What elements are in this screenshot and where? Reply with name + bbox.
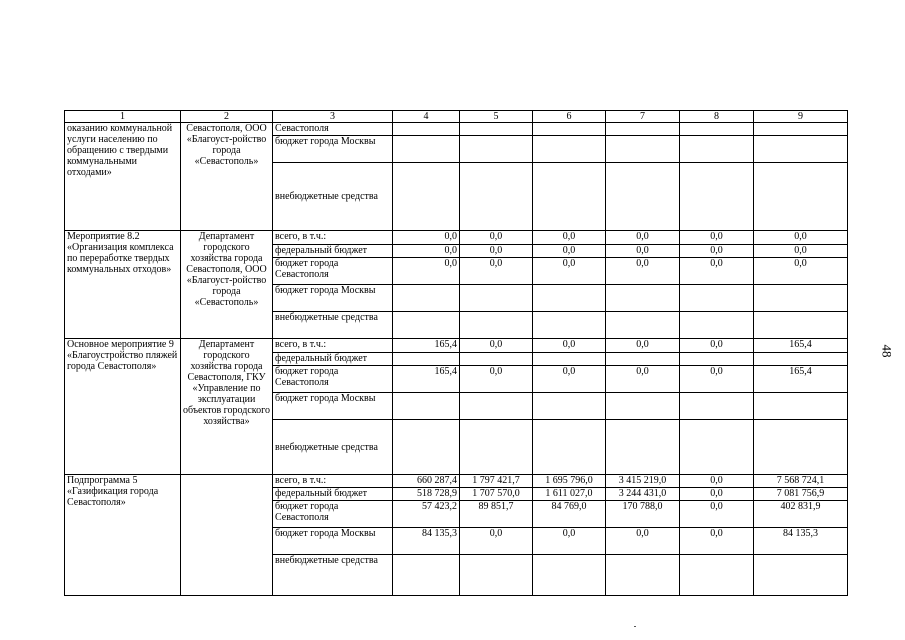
value-cell: 0,0 <box>393 231 460 245</box>
table-row <box>65 231 848 245</box>
value-cell <box>460 312 533 339</box>
value-cell: 518 728,9 <box>393 488 460 501</box>
value-cell <box>754 285 848 312</box>
executor-cell: Департамент городского хозяйства города Севастополя, ГКУ «Управление по эксплуатации объектов городского хозяйства» <box>181 339 273 475</box>
value-cell: 0,0 <box>680 258 754 285</box>
value-cell <box>680 163 754 231</box>
value-cell: 1 695 796,0 <box>533 475 606 488</box>
source-label: бюджет города Москвы <box>273 136 393 163</box>
value-cell: 0,0 <box>460 366 533 393</box>
value-cell <box>606 312 680 339</box>
value-cell <box>680 123 754 136</box>
value-cell: 0,0 <box>606 258 680 285</box>
value-cell <box>393 285 460 312</box>
value-cell: 0,0 <box>606 245 680 258</box>
value-cell: 0,0 <box>680 475 754 488</box>
value-cell: 0,0 <box>754 231 848 245</box>
value-cell: 170 788,0 <box>606 501 680 528</box>
activity-name-cell: оказанию коммунальной услуги населению по обращению с твердыми коммунальными отходами» <box>65 123 181 231</box>
value-cell: 0,0 <box>680 488 754 501</box>
value-cell <box>680 420 754 475</box>
value-cell: 3 415 219,0 <box>606 475 680 488</box>
value-cell <box>754 123 848 136</box>
value-cell: 0,0 <box>754 258 848 285</box>
header-cell: 1 <box>65 111 181 123</box>
value-cell <box>533 555 606 596</box>
value-cell <box>680 136 754 163</box>
value-cell: 0,0 <box>533 258 606 285</box>
value-cell: 0,0 <box>680 528 754 555</box>
value-cell: 0,0 <box>393 258 460 285</box>
value-cell: 165,4 <box>754 366 848 393</box>
header-cell: 4 <box>393 111 460 123</box>
table-row <box>65 475 848 488</box>
value-cell: 7 568 724,1 <box>754 475 848 488</box>
value-cell <box>460 136 533 163</box>
value-cell <box>680 353 754 366</box>
value-cell: 0,0 <box>680 501 754 528</box>
activity-name-cell: Подпрограмма 5 «Газификация города Севастополя» <box>65 475 181 596</box>
value-cell: 0,0 <box>533 339 606 353</box>
value-cell: 165,4 <box>754 339 848 353</box>
value-cell: 0,0 <box>680 245 754 258</box>
value-cell <box>606 136 680 163</box>
value-cell: 660 287,4 <box>393 475 460 488</box>
value-cell <box>606 555 680 596</box>
value-cell <box>606 163 680 231</box>
executor-cell <box>181 475 273 596</box>
table-row <box>65 339 848 353</box>
value-cell <box>606 353 680 366</box>
source-label: всего, в т.ч.: <box>273 231 393 245</box>
value-cell: 84 769,0 <box>533 501 606 528</box>
value-cell: 0,0 <box>754 245 848 258</box>
value-cell <box>680 555 754 596</box>
value-cell: 1 797 421,7 <box>460 475 533 488</box>
value-cell <box>460 555 533 596</box>
value-cell: 1 707 570,0 <box>460 488 533 501</box>
value-cell: 57 423,2 <box>393 501 460 528</box>
value-cell: 0,0 <box>533 245 606 258</box>
executor-cell: Севастополя, ООО «Благоуст-ройство города «Севастополь» <box>181 123 273 231</box>
source-label: федеральный бюджет <box>273 245 393 258</box>
value-cell: 0,0 <box>606 231 680 245</box>
value-cell <box>533 353 606 366</box>
value-cell: 0,0 <box>606 339 680 353</box>
header-cell: 8 <box>680 111 754 123</box>
activity-name-cell: Мероприятие 8.2 «Организация комплекса по переработке твердых коммунальных отходов» <box>65 231 181 339</box>
value-cell <box>533 123 606 136</box>
value-cell <box>460 123 533 136</box>
value-cell: 1 611 027,0 <box>533 488 606 501</box>
value-cell: 0,0 <box>606 528 680 555</box>
activity-name-cell: Основное мероприятие 9 «Благоустройство пляжей города Севастополя» <box>65 339 181 475</box>
value-cell: 0,0 <box>533 528 606 555</box>
header-cell: 9 <box>754 111 848 123</box>
source-label: всего, в т.ч.: <box>273 339 393 353</box>
header-cell: 6 <box>533 111 606 123</box>
value-cell <box>393 123 460 136</box>
value-cell <box>754 136 848 163</box>
value-cell <box>680 285 754 312</box>
value-cell: 0,0 <box>680 366 754 393</box>
value-cell: 0,0 <box>460 528 533 555</box>
value-cell: 0,0 <box>393 245 460 258</box>
source-label: внебюджетные средства <box>273 420 393 475</box>
header-cell: 3 <box>273 111 393 123</box>
source-label: внебюджетные средства <box>273 312 393 339</box>
value-cell <box>533 393 606 420</box>
value-cell <box>533 136 606 163</box>
source-label: бюджет города Севастополя <box>273 366 393 393</box>
value-cell <box>533 163 606 231</box>
value-cell <box>754 163 848 231</box>
page-number: 48 <box>879 344 895 358</box>
header-cell: 5 <box>460 111 533 123</box>
value-cell <box>460 393 533 420</box>
value-cell <box>393 420 460 475</box>
value-cell <box>393 136 460 163</box>
value-cell: 0,0 <box>460 245 533 258</box>
value-cell <box>606 420 680 475</box>
budget-table <box>64 110 848 596</box>
source-label: бюджет города Москвы <box>273 393 393 420</box>
value-cell: 0,0 <box>460 339 533 353</box>
source-label: Севастополя <box>273 123 393 136</box>
value-cell: 165,4 <box>393 366 460 393</box>
value-cell: 84 135,3 <box>393 528 460 555</box>
value-cell <box>533 285 606 312</box>
value-cell <box>460 163 533 231</box>
value-cell: 0,0 <box>460 231 533 245</box>
value-cell <box>533 420 606 475</box>
value-cell <box>754 420 848 475</box>
value-cell <box>606 285 680 312</box>
value-cell: 84 135,3 <box>754 528 848 555</box>
value-cell <box>754 353 848 366</box>
value-cell <box>754 393 848 420</box>
value-cell <box>680 393 754 420</box>
value-cell <box>606 393 680 420</box>
value-cell <box>754 312 848 339</box>
value-cell <box>393 163 460 231</box>
value-cell <box>754 555 848 596</box>
value-cell: 0,0 <box>680 231 754 245</box>
value-cell: 0,0 <box>533 231 606 245</box>
value-cell <box>460 285 533 312</box>
scan-speck <box>634 626 636 627</box>
value-cell: 0,0 <box>680 339 754 353</box>
source-label: всего, в т.ч.: <box>273 475 393 488</box>
value-cell: 0,0 <box>533 366 606 393</box>
value-cell <box>393 312 460 339</box>
source-label: внебюджетные средства <box>273 163 393 231</box>
source-label: бюджет города Москвы <box>273 285 393 312</box>
value-cell <box>393 555 460 596</box>
value-cell: 7 081 756,9 <box>754 488 848 501</box>
header-row <box>65 111 848 123</box>
value-cell: 3 244 431,0 <box>606 488 680 501</box>
table-row <box>65 123 848 136</box>
executor-cell: Департамент городского хозяйства города Севастополя, ООО «Благоуст-ройство города «Севастополь» <box>181 231 273 339</box>
value-cell <box>393 353 460 366</box>
header-cell: 7 <box>606 111 680 123</box>
value-cell <box>460 353 533 366</box>
value-cell: 0,0 <box>460 258 533 285</box>
value-cell <box>460 420 533 475</box>
value-cell: 402 831,9 <box>754 501 848 528</box>
value-cell: 165,4 <box>393 339 460 353</box>
source-label: бюджет города Севастополя <box>273 258 393 285</box>
source-label: федеральный бюджет <box>273 488 393 501</box>
value-cell <box>393 393 460 420</box>
value-cell <box>533 312 606 339</box>
source-label: внебюджетные средства <box>273 555 393 596</box>
source-label: федеральный бюджет <box>273 353 393 366</box>
value-cell: 0,0 <box>606 366 680 393</box>
value-cell: 89 851,7 <box>460 501 533 528</box>
value-cell <box>606 123 680 136</box>
source-label: бюджет города Москвы <box>273 528 393 555</box>
header-cell: 2 <box>181 111 273 123</box>
source-label: бюджет города Севастополя <box>273 501 393 528</box>
value-cell <box>680 312 754 339</box>
